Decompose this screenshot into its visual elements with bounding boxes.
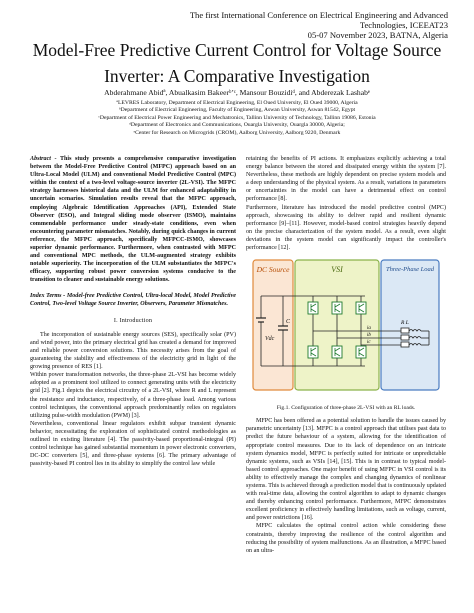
capacitor-label: C — [286, 319, 291, 326]
conference-line-2: 05-07 November 2023, BATNA, Algeria — [307, 30, 448, 40]
switch-icon — [332, 346, 342, 358]
affiliation: ᶜDepartment of Electrical Power Engineering and Mechatronics, Tallinn University of Technology, Tallinn 19086, Estonia — [98, 114, 376, 121]
right-column — [246, 155, 446, 555]
affiliations — [0, 100, 474, 137]
affiliation: ªLEVRES Laboratory, Department of Electrical Engineering, El Oued University, El Oued 39000, Algeria — [116, 100, 358, 106]
author-list: Abderahmane Abidª, Abualkasim Bakeerᵇʼᶜ, Mansour Bouzidiᵈ, and Abderezak Lashabᵉ — [104, 88, 370, 97]
left-column — [30, 155, 236, 468]
paragraph: Nevertheless, conventional linear regulators exhibit subpar transient dynamic behavior, necessitating the exploration of sophisticated control methodologies as outlined in existing literature [4]. The passivity-based proportional-integral (PI) control technique has gained substantial momentum in power electronic converters, DC-DC converters [5], and three-phase systems [6]. The primary advantage of passivity-based PI control lies in its ability to simplify the control law while — [30, 420, 236, 468]
affiliation: ᵇDepartment of Electrical Engineering, Faculty of Engineering, Aswan University, Aswan 81542, Egypt — [118, 107, 356, 114]
switch-icon — [308, 346, 318, 358]
title-line-1: Model-Free Predictive Current Control for Voltage Source — [32, 40, 442, 60]
vdc-label: Vdc — [265, 336, 275, 343]
paragraph: retaining the benefits of PI actions. It emphasizes explicitly achieving a total energy balance between the stored and dissipated energy within the system [7]. Nevertheless, these methods are highly dependent on precise system models and a deep understanding of the physical system. As a result, variations in parameters or uncertainties in the model can have a detrimental effect on control performance [8]. — [246, 156, 446, 203]
affiliation: ᵈDepartment of Electronics and Communications, Ouargla University, Ouargla 30000, Algeria; — [129, 122, 345, 129]
conference-header — [148, 10, 448, 40]
circuit-figure — [251, 256, 441, 402]
index-terms-text: - Model-free Predictive Control, Ultra-local Model, Model Predictive Control, Two-level Voltage Source Inverter, Observers, Parameter Mismatches. — [30, 292, 236, 307]
paragraph: MFPC has been offered as a potential solution to handle the issues caused by parametric uncertainty [13]. MFPC is a control approach that utilises past data to predict the future behaviour of a system, allowing for the identification of appropriate control measures. Due to its lack of dependence on an intricate system dynamics model, MFPC is perfectly suited for intricate or unpredictable dynamic systems, such as VSIs [14], [15]. This is in contrast to typical model-based control approaches. One major benefit of using MFPC in VSI control is its ability to effectively manage the complex and changing dynamics of nonlinear systems. This is achieved through a prediction model that is continuously updated with real-time data, allowing the control algorithm to adapt to dynamic changes and thereby enhancing control performance. Furthermore, MFPC demonstrates excellent proficiency in effectively handling limitations, such as voltage, current, and power restrictions [16]. — [246, 418, 446, 522]
load-label: Three-Phase Load — [386, 266, 434, 274]
title-line-2: Inverter: A Comparative Investigation — [104, 66, 370, 86]
paragraph: MFPC calculates the optimal control action while considering these constraints, thereby improving the resilience of the control algorithm and reducing the possibility of system malfunctions. As an illustration, a MFPC based on an ultra- — [246, 523, 446, 554]
vsi-label: VSI — [331, 265, 343, 275]
dc-source-label: DC Source — [256, 265, 290, 275]
abstract-text: - This study presents a comprehensive comparative investigation between the Model-Free Predictive Control (MFPC) approach based on an Ultra-Local Model (ULM) and conventional Model Predictive Control (MPC) within the context of a two-level voltage-source inverter (2L-VSI). The MFPC strategy harnesses historical data and the ULM for enhanced adaptability in uncertain scenarios. Simulation results reveal that the MFPC approach, employing Algebraic Identification Approaches (API), Extended State Observer (ESO), and Integral sliding mode observer (ISMO), maintains commendable performance under steady-state conditions, even when encountering parameter mismatches. Notably, during quick changes in current reference, the MFPC approach, specifically MFPCC-ISMO, showcases superior dynamic performance. Furthermore, when contrasted with MFPC and conventional MPC methods, the ULM-augmented strategy exhibits notable superiority. The incorporation of the ULM substantiates the MFPC's efficacy, supporting robust power conversion systems conducive to the transition to cleaner and sustainable energy solutions. — [30, 156, 236, 284]
current-c-label: ic — [367, 340, 371, 346]
rl-label: R L — [401, 320, 409, 327]
paragraph: Within power transformation networks, the three-phase 2L-VSI has become widely adopted as a prominent tool utilized to connect generating units with the electricity grid [2]. Fig.1 depicts the electrical circuitry of a 2L-VSI, where R and L represent the resistance and inductance, respectively, of a three-phase load. Among various control techniques, the conventional approach predominantly relies on regulators utilizing pulse-width modulation (PWM) [3]. — [30, 372, 236, 419]
load-box — [381, 260, 439, 390]
affiliation: ᵉCenter for Research on Microgrids (CROM), Aalborg University, Aalborg 9220, Denmark — [133, 129, 341, 136]
conference-line-1: The first International Conference on Electrical Engineering and Advanced Technologies, ICEEAT23 — [189, 10, 448, 30]
dc-source-box — [253, 260, 293, 390]
paper-title — [12, 37, 462, 89]
index-terms-label: Index Terms — [30, 292, 62, 299]
current-a-label: ia — [367, 326, 371, 332]
abstract-label: Abstract — [30, 156, 51, 162]
section-heading-introduction: I. Introduction — [113, 317, 153, 324]
switch-icon — [332, 302, 342, 314]
switch-icon — [356, 302, 366, 314]
paragraph: Furthermore, literature has introduced the model predictive control (MPC) approach, showcasing its ability to deliver rapid and resilient dynamic performance [9]–[11]. However, model-based control strategies heavily depend on the precise characterization of the system model. As a result, even slight deviations in the system model can significantly impact the controller's performance [12]. — [246, 204, 446, 252]
abstract — [30, 155, 236, 285]
figure-caption: Fig.1. Configuration of three-phase 2L-VSI with an RL loads. — [276, 405, 416, 412]
switch-icon — [356, 346, 366, 358]
paragraph: The incorporation of sustainable energy sources (SES), specifically solar (PV) and wind power, into the primary electrical grid has created a demand for improved and reliable power conversion solutions. This necessity arises from the goal of guaranteeing the stability and effectiveness of the electricity grid in light of the growing presence of RES [1]. — [30, 331, 236, 371]
index-terms — [30, 292, 236, 308]
switch-icon — [308, 302, 318, 314]
current-b-label: ib — [367, 333, 371, 339]
